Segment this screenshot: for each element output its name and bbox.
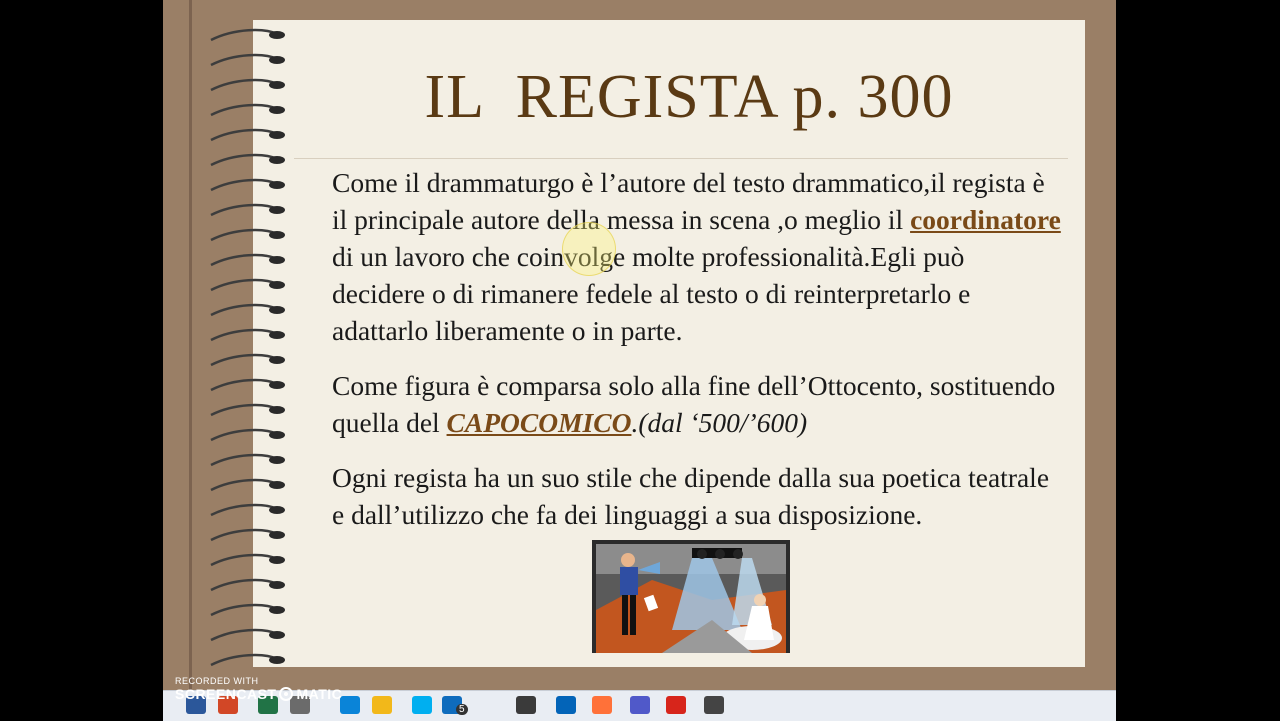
binding-hole bbox=[269, 31, 285, 39]
binding-hole bbox=[269, 656, 285, 664]
file-explorer-icon[interactable] bbox=[372, 696, 392, 714]
spiral-ring bbox=[211, 605, 277, 615]
watermark-brand bbox=[175, 686, 342, 702]
binding-hole bbox=[269, 256, 285, 264]
spiral-ring bbox=[211, 405, 277, 415]
director-clipart bbox=[592, 540, 790, 653]
video-letterbox-left bbox=[0, 0, 163, 720]
binding-hole bbox=[269, 631, 285, 639]
keyword-coordinatore: coordinatore bbox=[910, 204, 1061, 235]
paragraph-1-text: Come il drammaturgo è l’autore del testo drammatico,il regista è il principale autore della messa in scena ,o meglio il bbox=[332, 167, 1045, 235]
edge-icon[interactable] bbox=[340, 696, 360, 714]
watermark-brand-left: SCREENCAST bbox=[175, 686, 277, 702]
binding-hole bbox=[269, 581, 285, 589]
cursor-highlight bbox=[562, 222, 616, 276]
spiral-ring bbox=[211, 180, 277, 190]
video-letterbox-right bbox=[1117, 0, 1280, 720]
binding-hole bbox=[269, 531, 285, 539]
spiral-ring bbox=[211, 655, 277, 665]
binding-hole bbox=[269, 606, 285, 614]
spiral-ring bbox=[211, 280, 277, 290]
spiral-ring bbox=[211, 380, 277, 390]
spiral-ring bbox=[211, 455, 277, 465]
spiral-ring bbox=[211, 30, 277, 40]
paragraph-2-period: . bbox=[631, 407, 639, 438]
spiral-ring bbox=[211, 580, 277, 590]
watermark-brand-right: MATIC bbox=[296, 686, 343, 702]
paragraph-regista bbox=[324, 164, 1064, 349]
binding-hole bbox=[269, 206, 285, 214]
binding-hole bbox=[269, 456, 285, 464]
spiral-ring bbox=[211, 555, 277, 565]
binding-hole bbox=[269, 506, 285, 514]
spiral-ring bbox=[211, 480, 277, 490]
spiral-ring bbox=[211, 505, 277, 515]
paragraph-2-text: Come figura è comparsa solo alla fine dell’Ottocento, sostituendo quella del bbox=[332, 370, 1056, 438]
spiral-ring bbox=[211, 355, 277, 365]
paragraph-1-text-end: di un lavoro che coinvolge molte professionalità.Egli può decidere o di rimanere fedele al testo o di reinterpretarlo e adattarlo liberamente o in parte. bbox=[332, 241, 971, 346]
paragraph-capocomico bbox=[324, 367, 1064, 441]
binding-hole bbox=[269, 156, 285, 164]
outlook-icon[interactable] bbox=[556, 696, 576, 714]
skype-icon[interactable] bbox=[412, 696, 432, 714]
spiral-ring bbox=[211, 530, 277, 540]
binding-hole bbox=[269, 481, 285, 489]
title-divider bbox=[294, 158, 1068, 159]
binding-hole bbox=[269, 331, 285, 339]
frame-edge bbox=[189, 0, 192, 690]
binding-hole bbox=[269, 406, 285, 414]
acrobat-icon[interactable] bbox=[666, 696, 686, 714]
binding-hole bbox=[269, 231, 285, 239]
spiral-ring bbox=[211, 230, 277, 240]
keyword-capocomico: CAPOCOMICO bbox=[446, 407, 632, 438]
paragraph-stile: Ogni regista ha un suo stile che dipende dalla sua poetica teatrale e dall’utilizzo che fa dei linguaggi a sua disposizione. bbox=[332, 462, 1050, 530]
spiral-ring bbox=[211, 205, 277, 215]
slide-body bbox=[324, 164, 1064, 533]
snipping-tool-icon[interactable] bbox=[704, 696, 724, 714]
binding-hole bbox=[269, 381, 285, 389]
mail-badge: 5 bbox=[456, 704, 468, 715]
spiral-ring bbox=[211, 630, 277, 640]
screencast-watermark bbox=[175, 676, 342, 702]
binding-hole bbox=[269, 431, 285, 439]
spiral-ring bbox=[211, 330, 277, 340]
screencast-logo-icon bbox=[279, 687, 293, 701]
firefox-icon[interactable] bbox=[592, 696, 612, 714]
watermark-recorded-with: RECORDED WITH bbox=[175, 676, 259, 686]
teams-icon[interactable] bbox=[630, 696, 650, 714]
store-icon[interactable] bbox=[516, 696, 536, 714]
binding-hole bbox=[269, 181, 285, 189]
binding-hole bbox=[269, 281, 285, 289]
binding-hole bbox=[269, 556, 285, 564]
mail-icon[interactable] bbox=[442, 696, 465, 715]
slide-title: IL REGISTA p. 300 bbox=[424, 63, 954, 131]
spiral-ring bbox=[211, 305, 277, 315]
spiral-ring bbox=[211, 255, 277, 265]
date-note: (dal ‘500/’600) bbox=[638, 407, 808, 438]
binding-hole bbox=[269, 306, 285, 314]
spiral-ring bbox=[211, 430, 277, 440]
binding-hole bbox=[269, 356, 285, 364]
spiral-ring bbox=[211, 155, 277, 165]
